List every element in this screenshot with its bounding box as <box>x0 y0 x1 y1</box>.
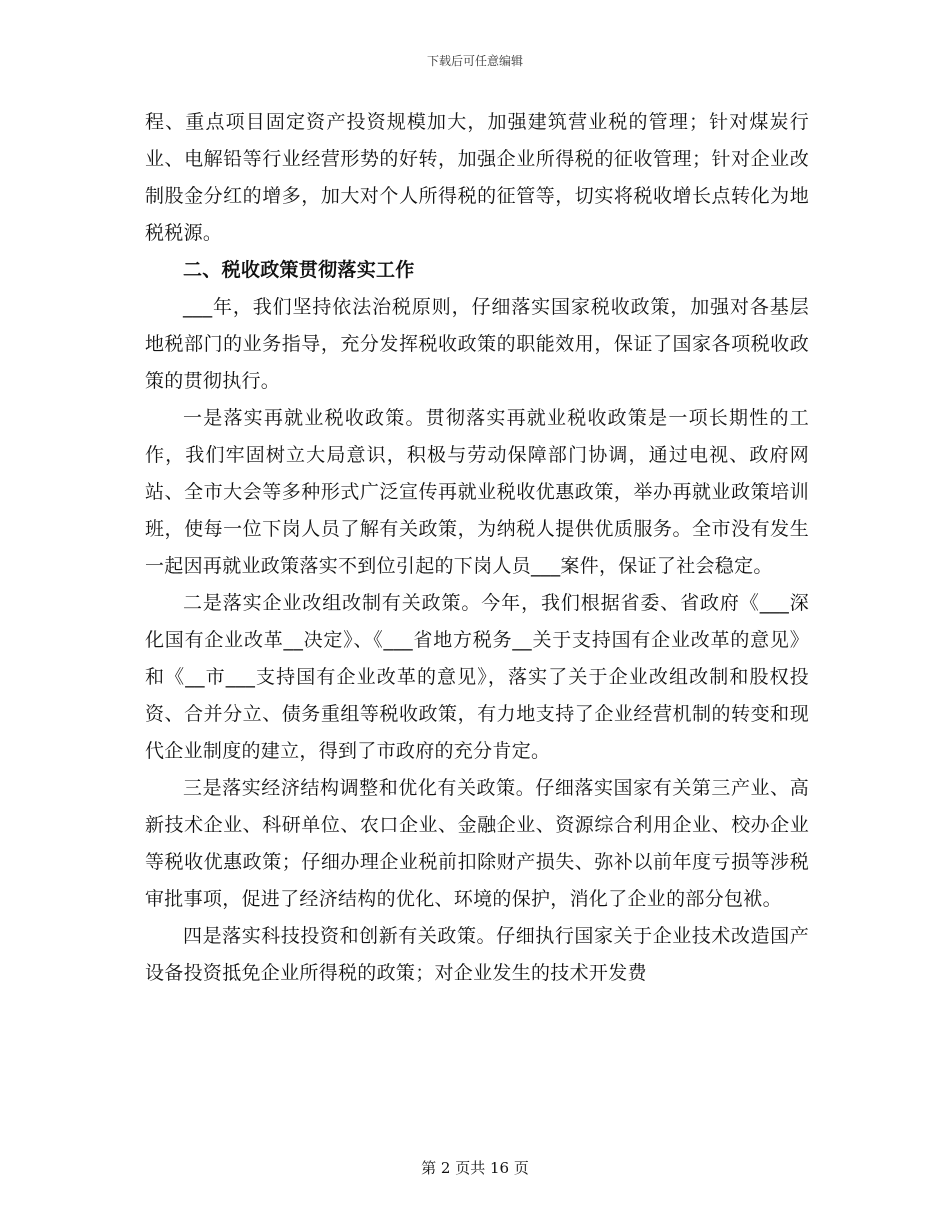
paragraph-intro: ___年，我们坚持依法治税原则，仔细落实国家税收政策，加强对各基层地税部门的业务指导，充分发挥税收政策的职能效用，保证了国家各项税收政策的贯彻执行。 <box>145 296 809 392</box>
paragraph-restructuring-policy: 二是落实企业改组改制有关政策。今年，我们根据省委、省政府《___深化国有企业改革__决定》、《___省地方税务__关于支持国有企业改革的意见》和《__市___支持国有企业改革的意见》，落实了关于企业改组改制和股权投资、合并分立、债务重组等税收政策，有力地支持了企业经营机制的转变和现代企业制度的建立，得到了市政府的充分肯定。 <box>145 592 809 762</box>
paragraph-continuation: 程、重点项目固定资产投资规模加大，加强建筑营业税的管理；针对煤炭行业、电解铅等行业经营形势的好转，加强企业所得税的征收管理；针对企业改制股金分红的增多，加大对个人所得税的征管等，切实将税收增长点转化为地税税源。 <box>145 111 809 244</box>
paragraph-economic-structure-policy: 三是落实经济结构调整和优化有关政策。仔细落实国家有关第三产业、高新技术企业、科研单位、农口企业、金融企业、资源综合利用企业、校办企业等税收优惠政策；仔细办理企业税前扣除财产损失、弥补以前年度亏损等涉税审批事项，促进了经济结构的优化、环境的保护，消化了企业的部分包袱。 <box>145 777 809 910</box>
page-header: 下载后可任意编辑 <box>426 54 523 68</box>
page-footer: 第 2 页共 16 页 <box>421 1159 529 1177</box>
paragraph-reemployment-policy: 一是落实再就业税收政策。贯彻落实再就业税收政策是一项长期性的工作，我们牢固树立大局意识，积极与劳动保障部门协调，通过电视、政府网站、全市大会等多种形式广泛宣传再就业税收优惠政策，举办再就业政策培训班，使每一位下岗人员了解有关政策，为纳税人提供优质服务。全市没有发生一起因再就业政策落实不到位引起的下岗人员___案件，保证了社会稳定。 <box>145 407 809 577</box>
paragraph-technology-policy: 四是落实科技投资和创新有关政策。仔细执行国家关于企业技术改造国产设备投资抵免企业所得税的政策；对企业发生的技术开发费 <box>145 925 809 984</box>
section-heading: 二、税收政策贯彻落实工作 <box>183 259 415 281</box>
document-body <box>145 104 809 992</box>
